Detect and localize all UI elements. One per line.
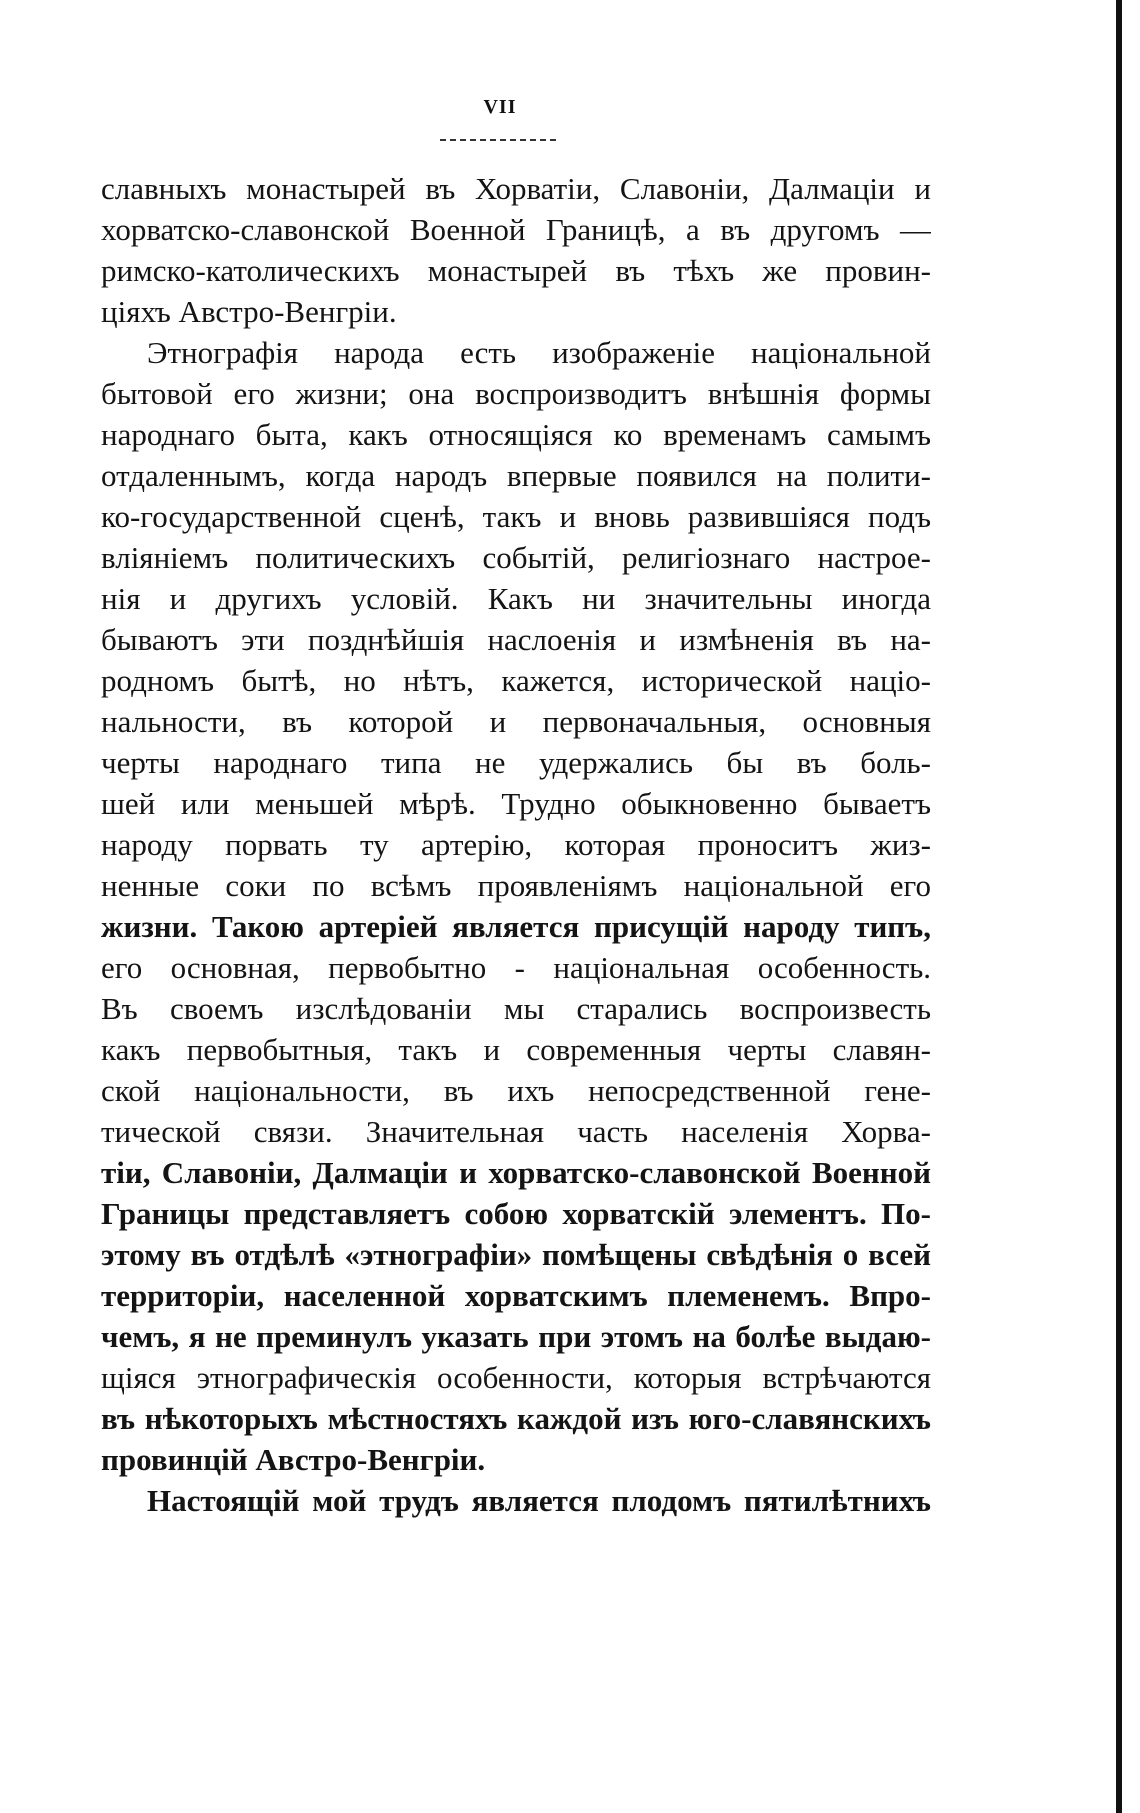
- text-line: этому въ отдѣлѣ «этнографiи» помѣщены свѣдѣнiя о всей: [101, 1237, 931, 1272]
- text-line: бываютъ эти позднѣйшiя наслоенiя и измѣненiя въ на-: [101, 622, 931, 657]
- text-line: нiя и другихъ условiй. Какъ ни значительны иногда: [101, 581, 931, 616]
- text-line: ской нацiональности, въ ихъ непосредственной гене-: [101, 1073, 931, 1108]
- text-line: бытовой его жизни; она воспроизводитъ внѣшнiя формы: [101, 376, 931, 411]
- text-line: отдаленнымъ, когда народъ впервые появился на полити-: [101, 458, 931, 493]
- text-line: щiяся этнографическiя особенности, которыя встрѣчаются: [101, 1360, 931, 1395]
- text-line: Границы представляетъ собою хорватскiй элементъ. По-: [101, 1196, 931, 1231]
- text-line: народу порвать ту артерiю, которая проноситъ жиз-: [101, 827, 931, 862]
- text-line: Въ своемъ изслѣдованiи мы старались воспроизвесть: [101, 991, 931, 1026]
- text-line: жизни. Такою артерiей является присущiй народу типъ,: [101, 909, 931, 944]
- text-line: римско-католическихъ монастырей въ тѣхъ же провин-: [101, 253, 931, 288]
- text-line: хорватско-славонской Военной Границѣ, а въ другомъ —: [101, 212, 931, 247]
- page-number: VII: [483, 96, 517, 118]
- text-line: въ нѣкоторыхъ мѣстностяхъ каждой изъ юго-славянскихъ: [101, 1401, 931, 1436]
- text-line: славныхъ монастырей въ Хорватiи, Славонiи, Далмацiи и: [101, 171, 931, 206]
- text-line: Настоящiй мой трудъ является плодомъ пятилѣтнихъ: [147, 1483, 931, 1518]
- text-line: влiянiемъ политическихъ событiй, религiознаго настрое-: [101, 540, 931, 575]
- text-line: тической связи. Значительная часть населенiя Хорва-: [101, 1114, 931, 1149]
- text-line: родномъ бытѣ, но нѣтъ, кажется, исторической нацiо-: [101, 663, 931, 698]
- text-line: ненные соки по всѣмъ проявленiямъ нацiональной его: [101, 868, 931, 903]
- text-line: шей или меньшей мѣрѣ. Трудно обыкновенно бываетъ: [101, 786, 931, 821]
- text-line: нальности, въ которой и первоначальныя, основныя: [101, 704, 931, 739]
- text-line: народнаго быта, какъ относящiяся ко временамъ самымъ: [101, 417, 931, 452]
- page-edge-shadow: [1116, 0, 1122, 1813]
- text-line: Этнографiя народа есть изображенiе нацiональной: [147, 335, 931, 370]
- text-line: цiяхъ Австро-Венгрiи.: [101, 294, 397, 329]
- text-line: его основная, первобытно - нацiональная особенность.: [101, 950, 931, 985]
- header-rule: [440, 139, 556, 141]
- body-text: [101, 168, 931, 1521]
- text-line: провинцiй Австро-Венгрiи.: [101, 1442, 486, 1477]
- text-line: территорiи, населенной хорватскимъ племенемъ. Впро-: [101, 1278, 931, 1313]
- text-line: какъ первобытныя, такъ и современныя черты славян-: [101, 1032, 931, 1067]
- text-line: ко-государственной сценѣ, такъ и вновь развившiяся подъ: [101, 499, 931, 534]
- text-line: черты народнаго типа не удержались бы въ боль-: [101, 745, 931, 780]
- text-line: тiи, Славонiи, Далмацiи и хорватско-славонской Военной: [101, 1155, 931, 1190]
- text-line: чемъ, я не преминулъ указать при этомъ на болѣе выдаю-: [101, 1319, 931, 1354]
